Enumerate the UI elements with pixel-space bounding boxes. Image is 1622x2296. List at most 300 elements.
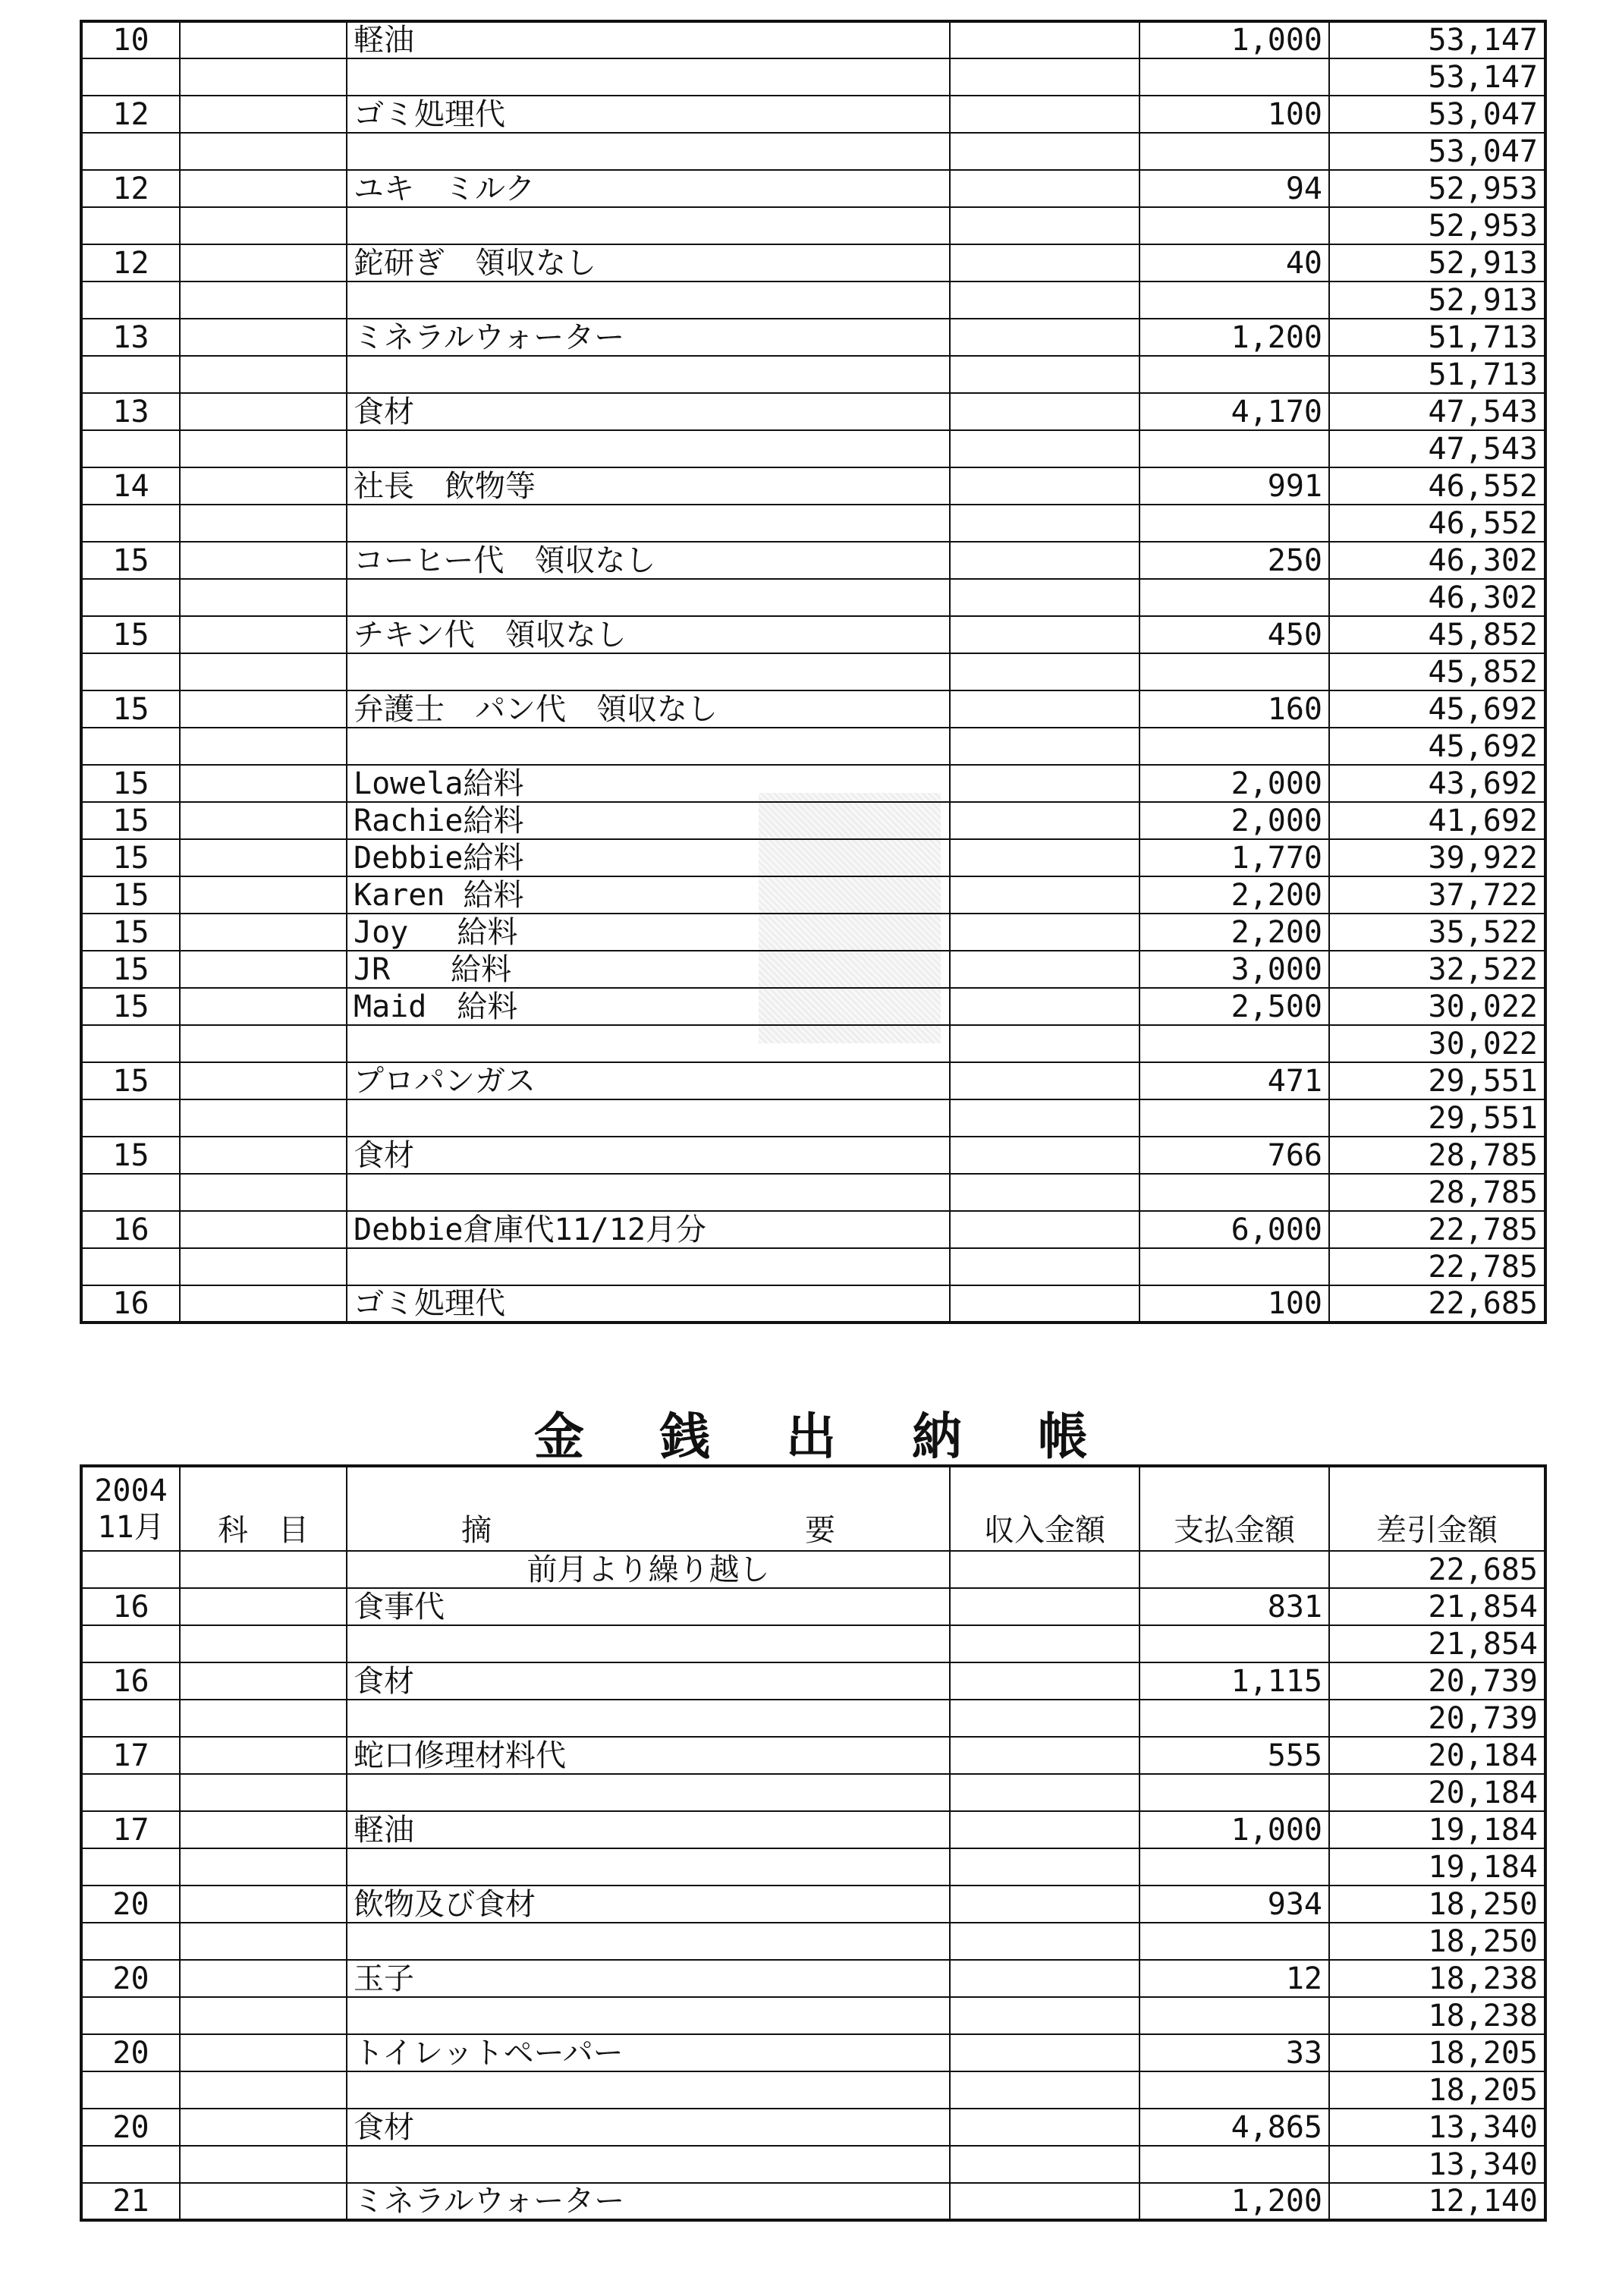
cell-payment: 2,000 <box>1139 802 1329 839</box>
cell-day <box>81 1774 180 1811</box>
cell-day: 16 <box>81 1588 180 1625</box>
table-row <box>81 579 1545 616</box>
table-row <box>81 170 1545 207</box>
cell-payment <box>1139 430 1329 467</box>
cell-day <box>81 281 180 319</box>
cell-payment <box>1139 356 1329 393</box>
cell-payment: 1,200 <box>1139 319 1329 356</box>
cell-payment <box>1139 2071 1329 2109</box>
table-row <box>81 1099 1545 1137</box>
cell-subject <box>180 839 347 876</box>
cell-description <box>347 1700 950 1737</box>
cell-description <box>347 1997 950 2034</box>
cell-subject <box>180 2109 347 2146</box>
cell-payment: 4,865 <box>1139 2109 1329 2146</box>
cell-day <box>81 356 180 393</box>
cell-payment: 1,000 <box>1139 21 1329 58</box>
table-row <box>81 1923 1545 1960</box>
cell-balance: 29,551 <box>1329 1062 1545 1099</box>
cell-subject <box>180 1700 347 1737</box>
cell-day: 21 <box>81 2183 180 2220</box>
cell-subject <box>180 21 347 58</box>
cell-day: 13 <box>81 393 180 430</box>
table-row <box>81 281 1545 319</box>
ledger-header-row <box>81 1466 1545 1551</box>
table-row <box>81 1062 1545 1099</box>
table-row <box>81 393 1545 430</box>
cell-income <box>950 1099 1139 1137</box>
cell-income <box>950 1886 1139 1923</box>
cell-subject <box>180 1285 347 1323</box>
cell-income <box>950 914 1139 951</box>
cell-day: 15 <box>81 690 180 728</box>
table-row <box>81 1700 1545 1737</box>
table-row <box>81 1174 1545 1211</box>
cell-day: 12 <box>81 96 180 133</box>
cell-description <box>347 430 950 467</box>
cell-description: ミネラルウォーター <box>347 2183 950 2220</box>
cell-description <box>347 1025 950 1062</box>
cell-income <box>950 2109 1139 2146</box>
cell-day <box>81 1174 180 1211</box>
table-row <box>81 690 1545 728</box>
cell-income <box>950 505 1139 542</box>
cell-balance: 19,184 <box>1329 1811 1545 1848</box>
cell-subject <box>180 319 347 356</box>
cell-day: 10 <box>81 21 180 58</box>
table-row <box>81 1025 1545 1062</box>
table-row <box>81 1662 1545 1700</box>
header-subject: 科 目 <box>180 1466 347 1551</box>
cell-balance: 52,953 <box>1329 170 1545 207</box>
table-row <box>81 133 1545 170</box>
cell-income <box>950 653 1139 690</box>
cell-description: ユキ ミルク <box>347 170 950 207</box>
cell-day: 12 <box>81 244 180 281</box>
ledger-table-continued <box>80 20 1547 1324</box>
cell-day <box>81 58 180 96</box>
table-row <box>81 1737 1545 1774</box>
cell-payment <box>1139 505 1329 542</box>
cell-description <box>347 2146 950 2183</box>
cell-payment: 991 <box>1139 467 1329 505</box>
cell-day <box>81 1551 180 1588</box>
cell-day: 16 <box>81 1211 180 1248</box>
cell-description: 食事代 <box>347 1588 950 1625</box>
cell-income <box>950 1811 1139 1848</box>
title-char: 納 <box>912 1407 962 1466</box>
cell-day: 20 <box>81 1886 180 1923</box>
cell-day: 17 <box>81 1737 180 1774</box>
cell-subject <box>180 2146 347 2183</box>
cell-day: 15 <box>81 951 180 988</box>
cell-income <box>950 1025 1139 1062</box>
cell-income <box>950 1588 1139 1625</box>
cell-day <box>81 430 180 467</box>
cell-payment <box>1139 579 1329 616</box>
cell-income <box>950 281 1139 319</box>
cell-description <box>347 1174 950 1211</box>
cell-balance: 43,692 <box>1329 765 1545 802</box>
cell-income <box>950 1174 1139 1211</box>
cell-description: チキン代 領収なし <box>347 616 950 653</box>
cell-balance: 52,953 <box>1329 207 1545 244</box>
cell-day <box>81 1700 180 1737</box>
cell-balance: 46,552 <box>1329 467 1545 505</box>
cell-payment <box>1139 653 1329 690</box>
cell-income <box>950 1551 1139 1588</box>
cell-subject <box>180 1848 347 1886</box>
cell-description: 食材 <box>347 2109 950 2146</box>
cell-payment: 555 <box>1139 1737 1329 1774</box>
cell-description: 食材 <box>347 1137 950 1174</box>
cell-day <box>81 207 180 244</box>
title-char: 出 <box>786 1407 836 1466</box>
cell-subject <box>180 170 347 207</box>
cell-income <box>950 1960 1139 1997</box>
table-row <box>81 1774 1545 1811</box>
cell-day <box>81 1923 180 1960</box>
cell-payment: 100 <box>1139 96 1329 133</box>
table-row <box>81 2109 1545 2146</box>
cell-day <box>81 653 180 690</box>
cell-payment: 3,000 <box>1139 951 1329 988</box>
header-month: 11月 <box>97 1509 165 1545</box>
cell-subject <box>180 393 347 430</box>
ledger-title <box>0 1396 1622 1468</box>
cell-description <box>347 281 950 319</box>
ledger-body <box>81 1551 1545 2220</box>
cell-day: 16 <box>81 1285 180 1323</box>
table-row <box>81 2183 1545 2220</box>
cell-income <box>950 21 1139 58</box>
cell-balance: 39,922 <box>1329 839 1545 876</box>
cell-income <box>950 951 1139 988</box>
cell-income <box>950 393 1139 430</box>
table-row <box>81 207 1545 244</box>
cell-payment <box>1139 1774 1329 1811</box>
cell-payment: 94 <box>1139 170 1329 207</box>
cell-description: ゴミ処理代 <box>347 1285 950 1323</box>
cell-payment <box>1139 133 1329 170</box>
cell-description: 鉈研ぎ 領収なし <box>347 244 950 281</box>
cell-payment <box>1139 1923 1329 1960</box>
cell-payment: 100 <box>1139 1285 1329 1323</box>
cell-description <box>347 2071 950 2109</box>
cell-day <box>81 133 180 170</box>
cell-description: 玉子 <box>347 1960 950 1997</box>
cell-description: Karen 給料 <box>347 876 950 914</box>
cell-subject <box>180 244 347 281</box>
cell-description <box>347 1248 950 1285</box>
table-row <box>81 1248 1545 1285</box>
cell-income <box>950 1774 1139 1811</box>
cell-description: 軽油 <box>347 21 950 58</box>
cell-payment <box>1139 2146 1329 2183</box>
header-income: 収入金額 <box>950 1466 1139 1551</box>
cell-payment: 6,000 <box>1139 1211 1329 1248</box>
cell-balance: 18,205 <box>1329 2034 1545 2071</box>
cell-income <box>950 467 1139 505</box>
cell-description <box>347 505 950 542</box>
cell-subject <box>180 1960 347 1997</box>
cell-day <box>81 1997 180 2034</box>
table-row <box>81 2146 1545 2183</box>
cell-description: Joy 給料 <box>347 914 950 951</box>
table-row <box>81 319 1545 356</box>
cell-payment <box>1139 1625 1329 1662</box>
cell-balance: 18,238 <box>1329 1960 1545 1997</box>
header-payment: 支払金額 <box>1139 1466 1329 1551</box>
cell-balance: 47,543 <box>1329 430 1545 467</box>
cell-balance: 46,552 <box>1329 505 1545 542</box>
cell-subject <box>180 690 347 728</box>
cell-subject <box>180 430 347 467</box>
cell-day: 15 <box>81 914 180 951</box>
cell-description: 社長 飲物等 <box>347 467 950 505</box>
cell-payment: 2,200 <box>1139 914 1329 951</box>
cell-subject <box>180 1551 347 1588</box>
cell-description: Maid 給料 <box>347 988 950 1025</box>
cell-payment: 1,000 <box>1139 1811 1329 1848</box>
cell-income <box>950 319 1139 356</box>
cell-income <box>950 1248 1139 1285</box>
cell-income <box>950 1737 1139 1774</box>
cell-day: 20 <box>81 1960 180 1997</box>
cell-description: Lowela給料 <box>347 765 950 802</box>
table-row <box>81 430 1545 467</box>
cell-income <box>950 1625 1139 1662</box>
cell-payment: 766 <box>1139 1137 1329 1174</box>
cell-subject <box>180 1099 347 1137</box>
cell-subject <box>180 728 347 765</box>
cell-balance: 22,685 <box>1329 1285 1545 1323</box>
cell-payment: 2,000 <box>1139 765 1329 802</box>
cell-income <box>950 96 1139 133</box>
cell-day <box>81 2071 180 2109</box>
table-row <box>81 2071 1545 2109</box>
header-desc-left: 摘 <box>461 1513 492 1548</box>
cell-description <box>347 133 950 170</box>
cell-day <box>81 728 180 765</box>
cell-payment <box>1139 1700 1329 1737</box>
table-row <box>81 542 1545 579</box>
table-row <box>81 802 1545 839</box>
cell-description: 前月より繰り越し <box>347 1551 950 1588</box>
cell-description: 食材 <box>347 393 950 430</box>
cell-description <box>347 728 950 765</box>
cell-description: Rachie給料 <box>347 802 950 839</box>
cell-balance: 45,852 <box>1329 616 1545 653</box>
cell-income <box>950 1923 1139 1960</box>
cell-payment: 471 <box>1139 1062 1329 1099</box>
cell-income <box>950 2146 1139 2183</box>
cell-subject <box>180 281 347 319</box>
cell-balance: 46,302 <box>1329 542 1545 579</box>
cell-description: プロパンガス <box>347 1062 950 1099</box>
cell-subject <box>180 1811 347 1848</box>
cell-income <box>950 579 1139 616</box>
cell-day: 15 <box>81 616 180 653</box>
cell-day <box>81 505 180 542</box>
cell-balance: 37,722 <box>1329 876 1545 914</box>
table-row <box>81 467 1545 505</box>
cell-income <box>950 2071 1139 2109</box>
cell-day: 15 <box>81 802 180 839</box>
cell-income <box>950 2183 1139 2220</box>
cell-balance: 22,785 <box>1329 1211 1545 1248</box>
cell-subject <box>180 467 347 505</box>
cell-payment: 2,500 <box>1139 988 1329 1025</box>
cell-balance: 53,047 <box>1329 96 1545 133</box>
cell-description: 弁護士 パン代 領収なし <box>347 690 950 728</box>
cell-day <box>81 2146 180 2183</box>
table-row <box>81 876 1545 914</box>
cell-day: 15 <box>81 542 180 579</box>
cell-balance: 13,340 <box>1329 2109 1545 2146</box>
cell-balance: 53,047 <box>1329 133 1545 170</box>
cell-description: Debbie倉庫代11/12月分 <box>347 1211 950 1248</box>
header-year: 2004 <box>94 1473 168 1508</box>
table-row <box>81 1811 1545 1848</box>
cell-balance: 21,854 <box>1329 1588 1545 1625</box>
cell-balance: 19,184 <box>1329 1848 1545 1886</box>
cell-payment: 831 <box>1139 1588 1329 1625</box>
cell-day: 15 <box>81 988 180 1025</box>
cell-day: 20 <box>81 2109 180 2146</box>
cell-payment: 1,115 <box>1139 1662 1329 1700</box>
cell-description: JR 給料 <box>347 951 950 988</box>
table-row <box>81 653 1545 690</box>
cell-description: トイレットペーパー <box>347 2034 950 2071</box>
cell-balance: 32,522 <box>1329 951 1545 988</box>
cell-day <box>81 1848 180 1886</box>
cell-description: ゴミ処理代 <box>347 96 950 133</box>
cell-balance: 22,685 <box>1329 1551 1545 1588</box>
cell-balance: 53,147 <box>1329 21 1545 58</box>
table-row <box>81 1848 1545 1886</box>
cell-day <box>81 1099 180 1137</box>
cell-subject <box>180 1137 347 1174</box>
cell-day: 17 <box>81 1811 180 1848</box>
cell-balance: 22,785 <box>1329 1248 1545 1285</box>
cell-payment <box>1139 1174 1329 1211</box>
cell-balance: 52,913 <box>1329 281 1545 319</box>
title-char: 帳 <box>1038 1407 1088 1466</box>
cell-balance: 47,543 <box>1329 393 1545 430</box>
cell-subject <box>180 505 347 542</box>
cell-day <box>81 1248 180 1285</box>
cell-description <box>347 653 950 690</box>
table-row <box>81 2034 1545 2071</box>
cell-income <box>950 876 1139 914</box>
table-row <box>81 951 1545 988</box>
header-date <box>81 1466 180 1551</box>
cell-payment: 12 <box>1139 1960 1329 1997</box>
cell-payment: 1,200 <box>1139 2183 1329 2220</box>
cell-subject <box>180 1923 347 1960</box>
cell-description <box>347 356 950 393</box>
cell-day: 20 <box>81 2034 180 2071</box>
cell-description <box>347 58 950 96</box>
cell-balance: 21,854 <box>1329 1625 1545 1662</box>
cell-subject <box>180 988 347 1025</box>
cell-day <box>81 1625 180 1662</box>
table-row <box>81 914 1545 951</box>
cell-subject <box>180 207 347 244</box>
cell-balance: 18,250 <box>1329 1923 1545 1960</box>
cell-income <box>950 244 1139 281</box>
cell-subject <box>180 1625 347 1662</box>
cell-day <box>81 1025 180 1062</box>
cell-income <box>950 988 1139 1025</box>
cell-subject <box>180 2071 347 2109</box>
cell-payment <box>1139 281 1329 319</box>
cell-payment: 4,170 <box>1139 393 1329 430</box>
title-char: 金 <box>534 1407 584 1466</box>
cell-day: 15 <box>81 876 180 914</box>
cell-subject <box>180 579 347 616</box>
cell-income <box>950 1211 1139 1248</box>
cell-income <box>950 1662 1139 1700</box>
cell-subject <box>180 951 347 988</box>
table-row <box>81 1285 1545 1323</box>
cell-balance: 18,238 <box>1329 1997 1545 2034</box>
cell-balance: 45,692 <box>1329 728 1545 765</box>
cell-payment: 160 <box>1139 690 1329 728</box>
cell-subject <box>180 1886 347 1923</box>
cell-income <box>950 616 1139 653</box>
cell-income <box>950 430 1139 467</box>
table-row <box>81 505 1545 542</box>
cell-description: 飲物及び食材 <box>347 1886 950 1923</box>
cell-income <box>950 1848 1139 1886</box>
cell-subject <box>180 1997 347 2034</box>
table-row <box>81 988 1545 1025</box>
cell-balance: 51,713 <box>1329 356 1545 393</box>
cell-day: 13 <box>81 319 180 356</box>
header-description <box>347 1466 950 1551</box>
cell-payment <box>1139 1099 1329 1137</box>
cell-income <box>950 1137 1139 1174</box>
cell-description <box>347 1848 950 1886</box>
cell-description: ミネラルウォーター <box>347 319 950 356</box>
table-row <box>81 1137 1545 1174</box>
cell-subject <box>180 1211 347 1248</box>
cell-payment: 250 <box>1139 542 1329 579</box>
cell-subject <box>180 542 347 579</box>
table-row <box>81 244 1545 281</box>
cell-balance: 53,147 <box>1329 58 1545 96</box>
table-row <box>81 356 1545 393</box>
cell-income <box>950 1700 1139 1737</box>
table-row <box>81 765 1545 802</box>
cell-description <box>347 207 950 244</box>
cell-balance: 30,022 <box>1329 1025 1545 1062</box>
cell-subject <box>180 356 347 393</box>
carry-over-row <box>81 1551 1545 1588</box>
cell-subject <box>180 1737 347 1774</box>
cell-payment <box>1139 207 1329 244</box>
cell-description <box>347 1099 950 1137</box>
cell-income <box>950 2034 1139 2071</box>
title-char: 銭 <box>660 1407 710 1466</box>
cell-income <box>950 356 1139 393</box>
cell-balance: 52,913 <box>1329 244 1545 281</box>
cell-description: 蛇口修理材料代 <box>347 1737 950 1774</box>
cell-day <box>81 579 180 616</box>
table-row <box>81 1625 1545 1662</box>
